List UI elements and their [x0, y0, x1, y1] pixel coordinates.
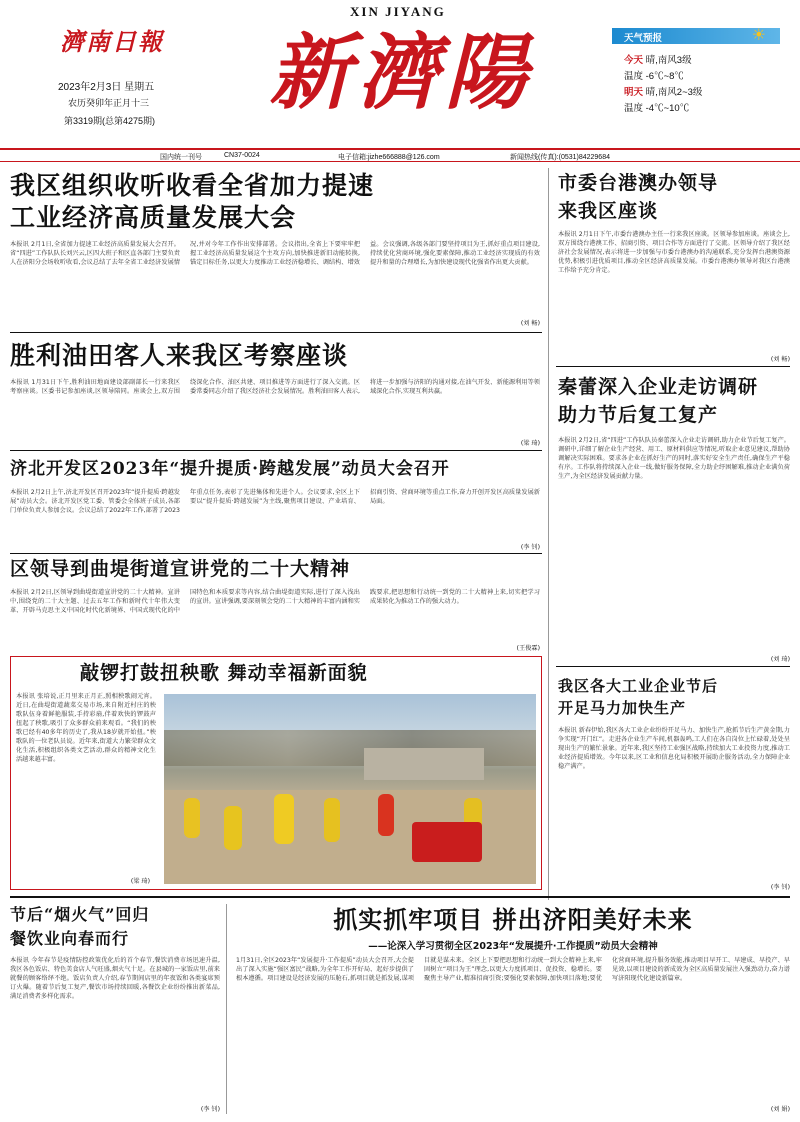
a6-headline-1: 市委台港澳办领导 [558, 172, 719, 194]
a9-body: 本报讯 今年春节是疫情防控政策优化后的首个春节,餐饮消费市场迅速升温,我区各色饭店、特色美食店人气旺盛,烟火气十足。在县城的一家饭店里,前来就餐的顾客络绎不绝。饭店负责人介绍,春节期间店里的年夜饭和各类宴席预订火爆。随着节后复工复产,餐饮市场持续回暖,各餐饮企业纷纷推出新菜品,满足消费者多样化需求。 [10, 957, 220, 1000]
a1-divider [10, 332, 542, 333]
dancer-figure [184, 798, 200, 838]
a3-byline: (李 钊) [520, 544, 540, 551]
cn-label: 国内统一刊号 [160, 154, 202, 161]
bottom-column-divider [226, 904, 227, 1114]
a10-headline: 抓实抓牢项目 拼出济阳美好未来 [333, 905, 693, 934]
bottom-section-divider [10, 896, 790, 898]
today-label: 今天 [624, 55, 644, 66]
a7-headline-2: 助力节后复工复产 [558, 404, 719, 426]
a10-subtitle: ——论深入学习贯彻全区2023年“发展提升·工作提质”动员大会精神 [368, 941, 658, 952]
weather-box [612, 25, 780, 114]
a7-byline: (刘 琦) [770, 656, 790, 663]
cn-value: CN37-0024 [224, 152, 260, 159]
a3-body: 本报讯 2月2日上午,济北开发区召开2023年“提升提质·跨越发展”动员大会。济北开发区党工委、管委会全体班子成员,各部门单位负责人参加会议。会议总结了2022年工作,部署了2023年重点任务,表彰了先进集体和先进个人。会议要求,全区上下要以“提升提质·跨越发展”为主线,聚焦项目建设、产业培育、招商引资、营商环境等重点工作,奋力开创开发区高质量发展新局面。 [10, 489, 540, 514]
a9-headline-1: 节后“烟火气”回归 [10, 905, 150, 924]
a8-byline: (李 钊) [770, 884, 790, 891]
a2-body: 本报讯 1月31日下午,胜利油田地面建设部副部长一行来我区考察座谈。区委书记参加座谈,区领导陪同。座谈会上,双方围绕深化合作、油区共建、项目推进等方面进行了深入交流。区委常委同志介绍了我区经济社会发展情况。胜利油田客人表示,将进一步加强与济阳的沟通对接,在油气开发、新能源利用等领域深化合作,实现互利共赢。 [10, 379, 540, 395]
lunar-date: 农历癸卯年正月十三 [68, 98, 150, 108]
a9-byline: (李 钊) [200, 1106, 220, 1113]
issue-date: 2023年2月3日 星期五 [58, 82, 155, 93]
a3-divider [10, 553, 542, 554]
a4-byline: (王俊霖) [516, 645, 540, 652]
pinyin-title: XIN JIYANG [350, 4, 446, 19]
a2-headline: 胜利油田客人来我区考察座谈 [10, 341, 349, 370]
photo-building [364, 748, 484, 780]
a2-byline: (梁 琦) [520, 440, 540, 447]
dancer-figure [274, 794, 294, 844]
a4-body: 本报讯 2月2日,区领导到曲堤街道宣讲党的二十大精神。宣讲中,围绕党的二十大主题、过去五年工作和新时代十年伟大变革、开辟马克思主义中国化时代化新境界、中国式现代化的中国特色和本质要求等内容,结合曲堤街道实际,进行了深入浅出的宣讲。宣讲强调,要深刻领会党的二十大精神的丰富内涵和实践要求,把思想和行动统一到党的二十大精神上来,切实把学习成果转化为推动工作的强大动力。 [10, 589, 540, 614]
a5-yangko-photo [164, 694, 536, 884]
a8-body: 本报讯 新春伊始,我区各大工业企业纷纷开足马力、加快生产,抢抓节后生产黄金期,力争实现“开门红”。走进各企业生产车间,机器轰鸣,工人们在各自岗位上忙碌着,处处呈现出生产的繁忙景象。近年来,我区坚持工业强区战略,持续加大工业投资力度,推动工业经济提质增效。今年以来,区工业和信息化局积极开展助企服务活动,全力保障企业稳产满产。 [558, 727, 790, 770]
a9-headline-2: 餐饮业向春而行 [10, 929, 130, 948]
dancer-figure [378, 794, 394, 836]
weather-label: 天气预报 [624, 33, 663, 44]
weather-sun-icon: ☀ [751, 25, 766, 44]
today-desc: 晴,南风3级 [645, 55, 692, 66]
a5-byline: (梁 琦) [130, 878, 150, 885]
weather-today-temp: 温度 -6℃~8℃ [624, 71, 684, 82]
a7-divider [556, 666, 790, 667]
a10-byline: (刘 娟) [770, 1106, 790, 1113]
weather-tomorrow-temp: 温度 -4℃~10℃ [624, 103, 690, 114]
a1-byline: (刘 畅) [520, 320, 540, 327]
a1-headline-1: 我区组织收听收看全省加力提速 [10, 171, 375, 200]
info-bar [0, 148, 800, 162]
weather-today [624, 52, 692, 66]
a7-headline-1: 秦蕾深入企业走访调研 [558, 376, 759, 398]
a1-body: 本报讯 2月1日,全省加力提速工业经济高质量发展大会召开。省“四进”工作队队长刘兴云,区四大班子和区直各部门主要负责人在济阳分会场收听收看,会议总结了去年全省工业经济发展情况,并对今年工作作出安排部署。会议指出,全省上下要牢牢把握工业经济高质量发展这个主攻方向,加快推进新旧动能转换,锚定目标任务,以更大力度推动工业经济稳增长、调结构、增效益。会议强调,各级各部门要坚持项目为王,抓好重点项目建设,持续优化营商环境,强化要素保障,推动工业经济实现质的有效提升和量的合理增长,为加快建设现代化强省作出更大贡献。 [10, 241, 540, 266]
dancer-figure [224, 806, 242, 850]
a7-body: 本报讯 2月2日,省“四进”工作队队员秦蕾深入企业走访调研,助力企业节后复工复产。调研中,详细了解企业生产经营、用工、原材料供应等情况,听取企业意见建议,帮助协调解决实际困难。要求各企业在抓好生产的同时,落实好安全生产责任,确保生产平稳有序。工作队将持续深入企业一线,做好服务保障,全力助企纾困解难,推动企业满负荷生产,为全区经济发展贡献力量。 [558, 437, 790, 480]
a5-headline: 敲锣打鼓扭秧歌 舞动幸福新面貌 [80, 662, 368, 684]
a6-byline: (刘 畅) [770, 356, 790, 363]
a4-headline: 区领导到曲堤街道宣讲党的二十大精神 [10, 558, 351, 580]
dancer-figure [324, 798, 340, 842]
a8-headline-2: 开足马力加快生产 [558, 699, 687, 717]
a10-body: 1月31日,全区2023年“发展提升·工作提质”动员大会召开,大会提出了深入实施“强区富民”战略,为全年工作开好局、起好步提供了根本遵循。项目建设是经济发展的压舱石,抓项目就是抓发展,谋项目就是谋未来。全区上下要把思想和行动统一到大会精神上来,牢固树立“项目为王”理念,以更大力度抓项目、促投资、稳增长。要聚焦主导产业,精准招商引资;要强化要素保障,加快项目落地;要优化营商环境,提升服务效能,推动项目早开工、早建成、早投产、早见效,以项目建设的新成效为全区高质量发展注入强劲动力,奋力谱写济阳现代化建设新篇章。 [236, 957, 790, 982]
a6-body: 本报讯 2月1日下午,市委台港澳办主任一行来我区座谈。区领导参加座谈。座谈会上,双方围绕台港澳工作、招商引资、项目合作等方面进行了交流。区领导介绍了我区经济社会发展情况,表示将进一步加强与市委台港澳办的沟通联系,充分发挥台港澳资源优势,积极引进优质项目,推动全区经济高质量发展。市委台港澳办领导对我区台港澳工作给予充分肯定。 [558, 231, 790, 274]
a5-body: 本报讯 张培说,正月里来正月正,照相秧歌闹元宵。近日,在曲堤街道蔬菜交易市场,来自附近村庄的秧歌队伍身着鲜艳服装,手持彩扇,伴着欢快的锣鼓声扭起了秧歌,吸引了众多群众前来观看。“我们的秧歌已经有40多年的历史了,我从18岁就开始扭。”秧歌队的一位老队员说。近年来,街道大力繁荣群众文化生活,积极组织各类文艺活动,群众的精神文化生活越来越丰富。 [16, 693, 156, 763]
weather-tomorrow [624, 84, 702, 98]
a8-headline-1: 我区各大工业企业节后 [558, 677, 719, 695]
a2-divider [10, 450, 542, 451]
tomorrow-label: 明天 [624, 87, 644, 98]
weather-header [612, 25, 780, 44]
masthead [0, 0, 800, 145]
a6-divider [556, 366, 790, 367]
paper-name-logo: 濟南日報 [60, 27, 164, 56]
a6-headline-2: 来我区座谈 [558, 200, 659, 222]
hotline: 新闻热线(传真):(0531)84229684 [510, 154, 610, 161]
masthead-title: 新濟陽 [269, 25, 533, 121]
a1-headline-2: 工业经济高质量发展大会 [10, 203, 297, 232]
a3-headline: 济北开发区2023年“提升提质·跨越发展”动员大会召开 [10, 459, 450, 479]
red-sedan-prop [412, 822, 482, 862]
tomorrow-desc: 晴,南风2~3级 [645, 87, 703, 98]
column-divider [548, 168, 549, 900]
email: 电子信箱:jizhe666888@126.com [338, 154, 440, 161]
issue-number: 第3319期(总第4275期) [64, 116, 156, 126]
